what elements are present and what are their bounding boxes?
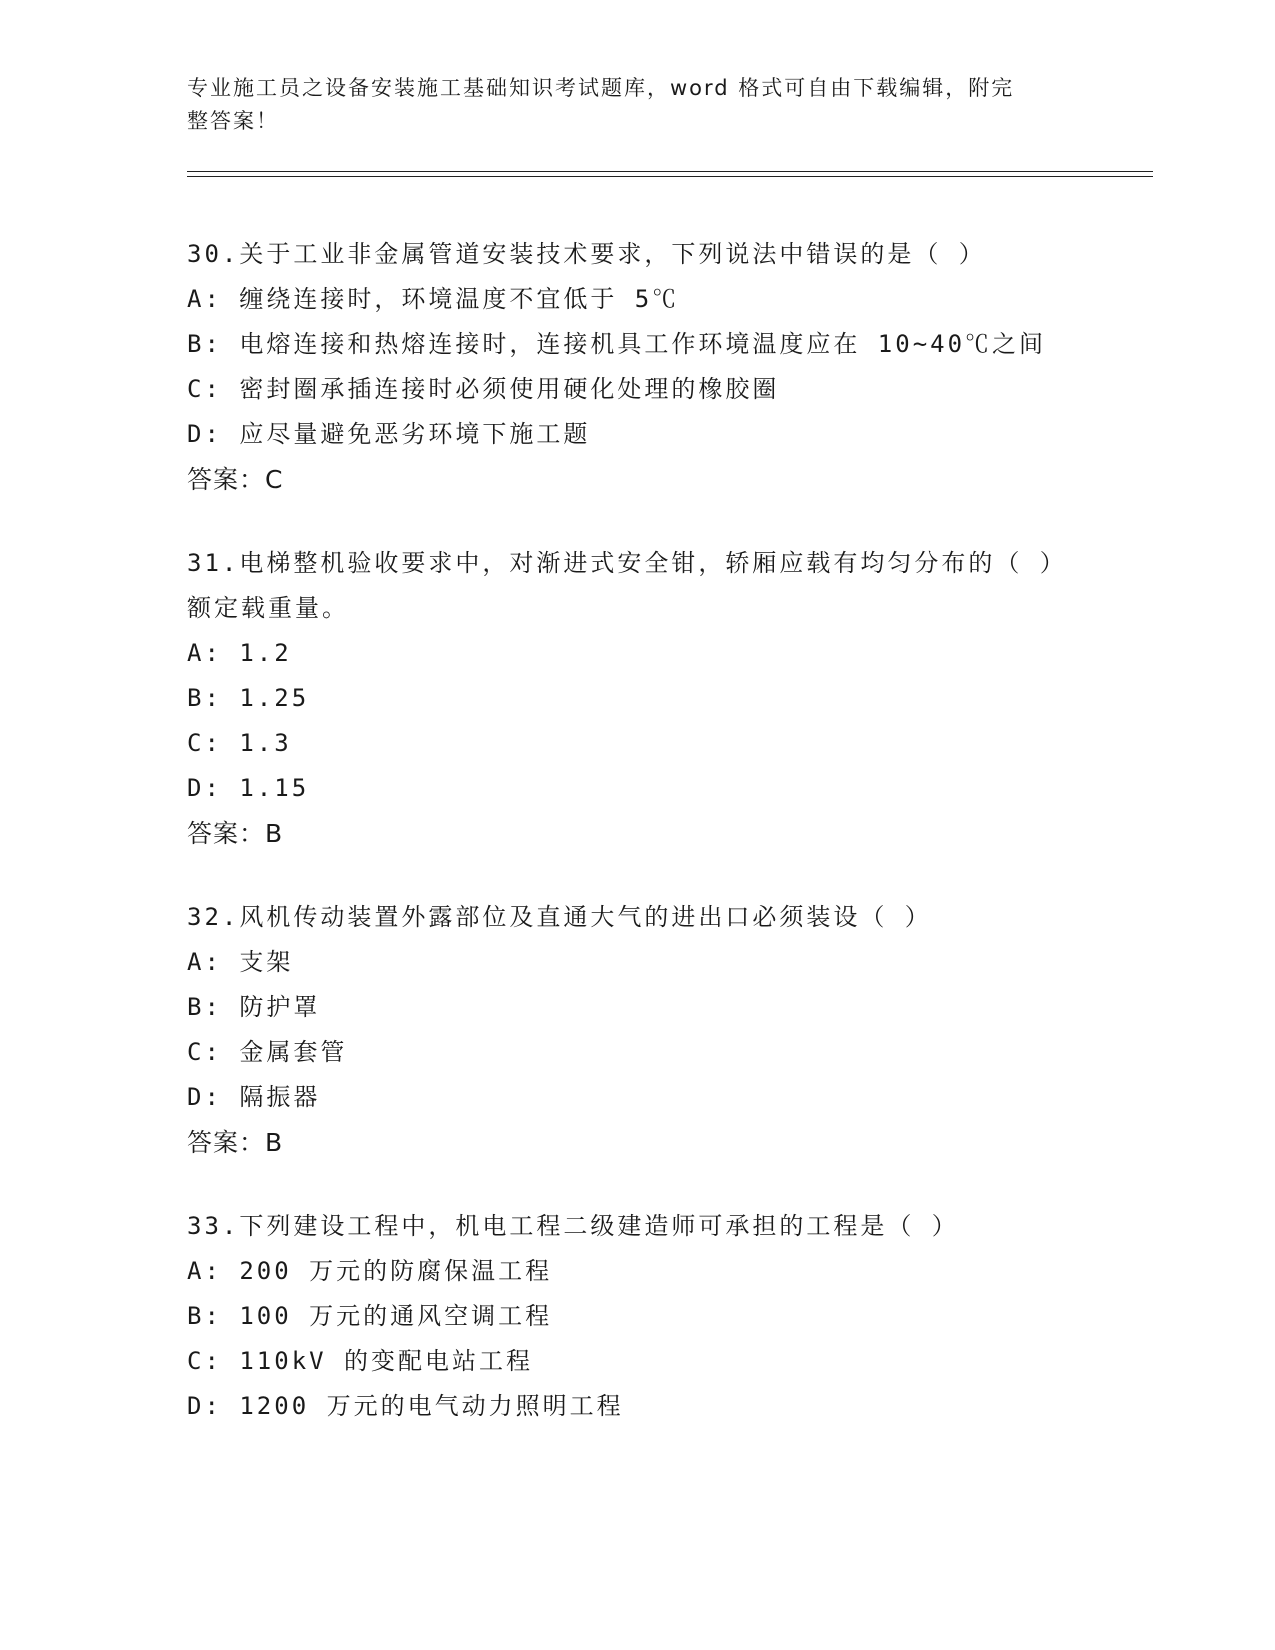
option-d: D: 隔振器 — [187, 1083, 321, 1111]
question-30 — [187, 232, 1167, 502]
option-a: A: 1.2 — [187, 639, 292, 667]
question-text: 31.电梯整机验收要求中，对渐进式安全钳，轿厢应载有均匀分布的（ ）额定载重量。 — [187, 549, 1055, 622]
header-line-1: 专业施工员之设备安装施工基础知识考试题库，word 格式可自由下载编辑，附完 — [187, 76, 1015, 100]
header-rule-top — [187, 171, 1153, 172]
answer: 答案：B — [187, 1128, 284, 1157]
answer: 答案：B — [187, 819, 284, 848]
answer: 答案：C — [187, 465, 284, 494]
question-31 — [187, 541, 1167, 856]
question-33 — [187, 1204, 1167, 1429]
option-c: C: 密封圈承插连接时必须使用硬化处理的橡胶圈 — [187, 375, 780, 403]
option-d: D: 1200 万元的电气动力照明工程 — [187, 1392, 624, 1420]
option-a: A: 缠绕连接时，环境温度不宜低于 5℃ — [187, 285, 680, 313]
header-line-2: 整答案！ — [187, 109, 279, 133]
question-list — [187, 232, 1167, 1468]
option-c: C: 金属套管 — [187, 1038, 348, 1066]
option-c: C: 1.3 — [187, 729, 292, 757]
option-b: B: 1.25 — [187, 684, 310, 712]
option-b: B: 100 万元的通风空调工程 — [187, 1302, 553, 1330]
option-b: B: 电熔连接和热熔连接时，连接机具工作环境温度应在 10~40℃之间 — [187, 330, 1047, 358]
question-32 — [187, 895, 1167, 1165]
option-d: D: 应尽量避免恶劣环境下施工题 — [187, 420, 591, 448]
option-a: A: 支架 — [187, 948, 294, 976]
document-header — [187, 72, 1087, 138]
option-d: D: 1.15 — [187, 774, 310, 802]
question-text: 33.下列建设工程中，机电工程二级建造师可承担的工程是（ ） — [187, 1212, 959, 1240]
option-b: B: 防护罩 — [187, 993, 321, 1021]
option-a: A: 200 万元的防腐保温工程 — [187, 1257, 553, 1285]
option-c: C: 110kV 的变配电站工程 — [187, 1347, 534, 1375]
header-rule-bottom — [187, 176, 1153, 177]
question-text: 32.风机传动装置外露部位及直通大气的进出口必须装设（ ） — [187, 903, 932, 931]
question-text: 30.关于工业非金属管道安装技术要求，下列说法中错误的是（ ） — [187, 240, 986, 268]
